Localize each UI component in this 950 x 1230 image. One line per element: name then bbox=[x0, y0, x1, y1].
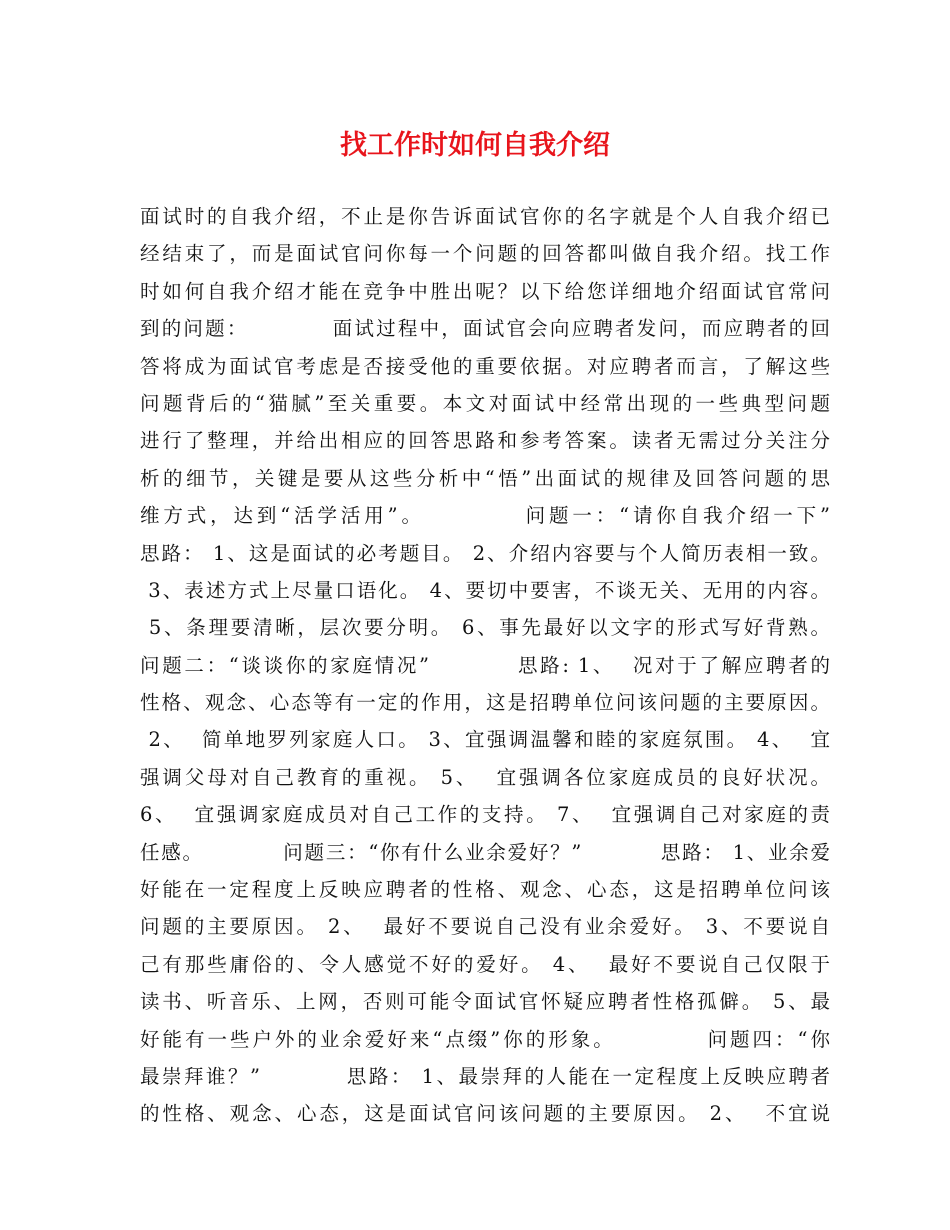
body-line: 的性格、观念、心态，这是面试官问该问题的主要原因。 2、 不宜说 bbox=[140, 1102, 830, 1126]
body-line: 读书、听音乐、上网，否则可能令面试官怀疑应聘者性格孤僻。 5、最 bbox=[140, 990, 830, 1014]
body-line: 好能有一些户外的业余爱好来“点缀”你的形象。 问题四：“你 bbox=[140, 1027, 830, 1051]
body-line: 强调父母对自己教育的重视。 5、 宜强调各位家庭成员的良好状况。 bbox=[140, 765, 830, 789]
body-line: 面试时的自我介绍，不止是你告诉面试官你的名字就是个人自我介绍已 bbox=[140, 205, 830, 228]
body-line: 3、表述方式上尽量口语化。 4、要切中要害，不谈无关、无用的内容。 bbox=[140, 578, 830, 602]
body-line: 2、 简单地罗列家庭人口。 3、宜强调温馨和睦的家庭氛围。 4、 宜 bbox=[140, 728, 830, 752]
body-line: 性格、观念、心态等有一定的作用，这是招聘单位问该问题的主要原因。 bbox=[140, 691, 830, 715]
document-body bbox=[140, 198, 830, 1133]
body-line: 析的细节，关键是要从这些分析中“悟”出面试的规律及回答问题的思 bbox=[140, 466, 830, 490]
body-line: 进行了整理，并给出相应的回答思路和参考答案。读者无需过分关注分 bbox=[140, 429, 830, 453]
body-line: 6、 宜强调家庭成员对自己工作的支持。 7、 宜强调自己对家庭的责 bbox=[140, 803, 830, 827]
body-line: 好能在一定程度上反映应聘者的性格、观念、心态，这是招聘单位问该 bbox=[140, 878, 830, 902]
body-line: 经结束了，而是面试官问你每一个问题的回答都叫做自我介绍。找工作 bbox=[140, 242, 830, 266]
body-line: 答将成为面试官考虑是否接受他的重要依据。对应聘者而言，了解这些 bbox=[140, 354, 830, 378]
body-line: 问题的主要原因。 2、 最好不要说自己没有业余爱好。 3、不要说自 bbox=[140, 915, 830, 939]
body-line: 问题背后的“猫腻”至关重要。本文对面试中经常出现的一些典型问题 bbox=[140, 391, 830, 415]
body-line: 维方式，达到“活学活用”。 问题一：“请你自我介绍一下” bbox=[140, 504, 830, 528]
body-line: 到的问题： 面试过程中，面试官会向应聘者发问，而应聘者的回 bbox=[140, 317, 830, 341]
body-line: 思路： 1、这是面试的必考题目。 2、介绍内容要与个人简历表相一致。 bbox=[140, 541, 830, 565]
body-line: 任感。 问题三：“你有什么业余爱好？” 思路： 1、业余爱 bbox=[140, 840, 830, 864]
body-line: 己有那些庸俗的、令人感觉不好的爱好。 4、 最好不要说自己仅限于 bbox=[140, 952, 830, 976]
body-line: 最崇拜谁？” 思路： 1、最崇拜的人能在一定程度上反映应聘者 bbox=[140, 1064, 830, 1088]
document-title: 找工作时如何自我介绍 bbox=[340, 130, 610, 161]
body-line: 时如何自我介绍才能在竞争中胜出呢？以下给您详细地介绍面试官常问 bbox=[140, 279, 830, 303]
body-line: 5、条理要清晰，层次要分明。 6、事先最好以文字的形式写好背熟。 bbox=[140, 616, 830, 640]
body-line: 问题二：“谈谈你的家庭情况” 思路: 1、 况对于了解应聘者的 bbox=[140, 653, 830, 677]
